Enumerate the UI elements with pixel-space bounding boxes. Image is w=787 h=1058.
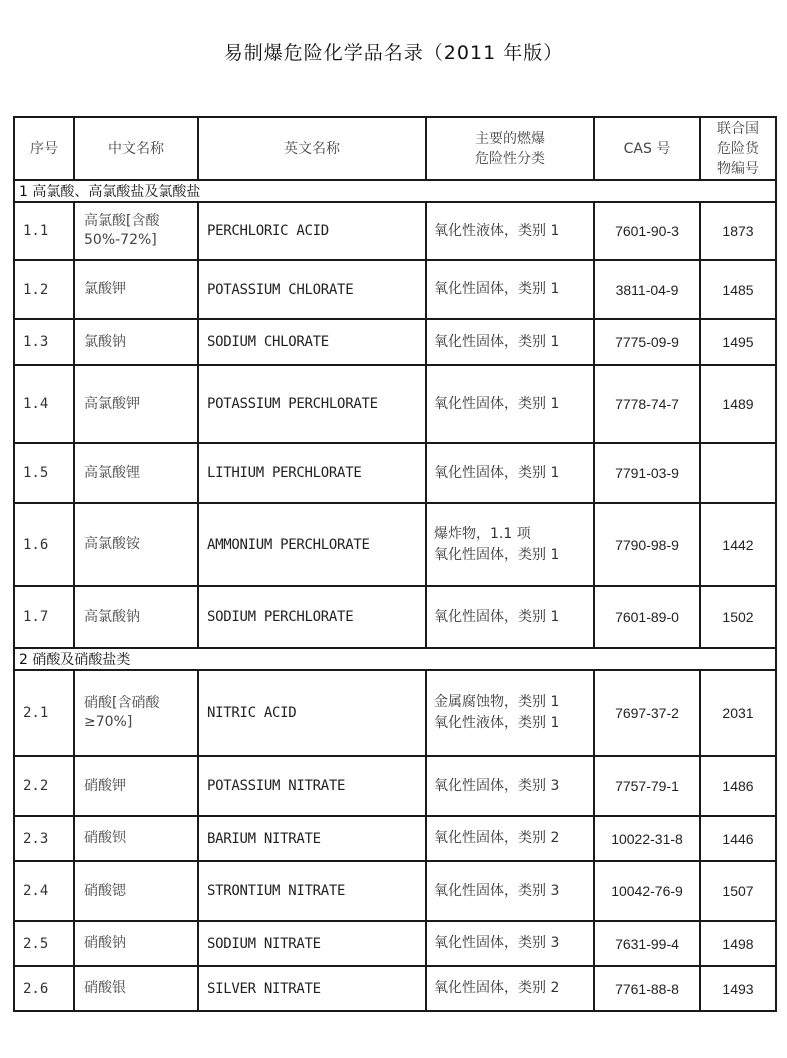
cell-cn: 高氯酸钾 — [74, 365, 198, 443]
table-row — [14, 202, 776, 260]
cell-hazard: 氧化性固体，类别 1 — [426, 319, 594, 365]
cell-seq: 1.7 — [14, 586, 74, 648]
cell-seq: 2.6 — [14, 966, 74, 1011]
cell-en: BARIUM NITRATE — [198, 816, 426, 861]
cell-en: POTASSIUM CHLORATE — [198, 260, 426, 319]
cell-seq: 1.6 — [14, 503, 74, 586]
chemical-table — [13, 116, 777, 1012]
cell-cas: 7697-37-2 — [594, 670, 700, 756]
cell-en: LITHIUM PERCHLORATE — [198, 443, 426, 503]
cell-un: 1493 — [700, 966, 776, 1011]
cell-cn: 硝酸钠 — [74, 921, 198, 966]
header-hazard — [426, 117, 594, 180]
table-row — [14, 921, 776, 966]
cell-hazard: 氧化性固体，类别 1 — [426, 365, 594, 443]
table-row — [14, 365, 776, 443]
cell-en: PERCHLORIC ACID — [198, 202, 426, 260]
cell-un: 1507 — [700, 861, 776, 921]
cell-seq: 1.4 — [14, 365, 74, 443]
cell-hazard: 氧化性固体，类别 2 — [426, 816, 594, 861]
section-title: 2 硝酸及硝酸盐类 — [14, 648, 776, 670]
cell-cn-line1: 高氯酸[含酸 — [84, 213, 160, 229]
cell-en: SILVER NITRATE — [198, 966, 426, 1011]
table-row — [14, 503, 776, 586]
cell-en: AMMONIUM PERCHLORATE — [198, 503, 426, 586]
table-row — [14, 670, 776, 756]
cell-seq: 2.3 — [14, 816, 74, 861]
cell-hazard-line1: 金属腐蚀物，类别 1 — [434, 694, 560, 710]
cell-cn: 高氯酸钠 — [74, 586, 198, 648]
cell-cas: 7601-90-3 — [594, 202, 700, 260]
cell-en: SODIUM CHLORATE — [198, 319, 426, 365]
cell-cn: 硝酸钾 — [74, 756, 198, 816]
cell-hazard: 氧化性固体，类别 1 — [426, 586, 594, 648]
section-title: 1 高氯酸、高氯酸盐及氯酸盐 — [14, 180, 776, 202]
header-un-line3: 物编号 — [717, 160, 759, 177]
header-cn: 中文名称 — [74, 117, 198, 180]
cell-un: 1498 — [700, 921, 776, 966]
cell-hazard: 氧化性固体，类别 3 — [426, 921, 594, 966]
cell-seq: 1.2 — [14, 260, 74, 319]
cell-en: POTASSIUM PERCHLORATE — [198, 365, 426, 443]
table-row — [14, 586, 776, 648]
cell-seq: 1.5 — [14, 443, 74, 503]
cell-cas: 7778-74-7 — [594, 365, 700, 443]
cell-un: 2031 — [700, 670, 776, 756]
cell-en: SODIUM PERCHLORATE — [198, 586, 426, 648]
header-un — [700, 117, 776, 180]
header-hazard-line1: 主要的燃爆 — [475, 130, 545, 147]
table-row — [14, 966, 776, 1011]
cell-en: SODIUM NITRATE — [198, 921, 426, 966]
cell-seq: 2.1 — [14, 670, 74, 756]
header-row — [14, 117, 776, 180]
cell-un: 1486 — [700, 756, 776, 816]
table-row — [14, 319, 776, 365]
cell-cn-line1: 硝酸[含硝酸 — [84, 695, 160, 711]
cell-cas: 10042-76-9 — [594, 861, 700, 921]
cell-cn: 硝酸钡 — [74, 816, 198, 861]
cell-un: 1873 — [700, 202, 776, 260]
section-row — [14, 648, 776, 670]
cell-hazard-line2: 氧化性液体，类别 1 — [434, 715, 560, 731]
cell-cn-line2: 50%-72%] — [84, 232, 157, 248]
cell-cn — [74, 202, 198, 260]
cell-hazard: 氧化性固体，类别 2 — [426, 966, 594, 1011]
cell-un: 1485 — [700, 260, 776, 319]
cell-un: 1442 — [700, 503, 776, 586]
cell-cn: 硝酸锶 — [74, 861, 198, 921]
cell-cn — [74, 670, 198, 756]
table-row — [14, 260, 776, 319]
cell-cas: 3811-04-9 — [594, 260, 700, 319]
cell-hazard: 氧化性固体，类别 1 — [426, 443, 594, 503]
cell-en: STRONTIUM NITRATE — [198, 861, 426, 921]
cell-seq: 2.4 — [14, 861, 74, 921]
cell-cn: 高氯酸铵 — [74, 503, 198, 586]
cell-cas: 7631-99-4 — [594, 921, 700, 966]
cell-seq: 1.3 — [14, 319, 74, 365]
page-title: 易制爆危险化学品名录（2011 年版） — [223, 42, 564, 64]
cell-hazard: 氧化性固体，类别 1 — [426, 260, 594, 319]
header-en: 英文名称 — [198, 117, 426, 180]
section-row — [14, 180, 776, 202]
cell-un: 1502 — [700, 586, 776, 648]
header-seq: 序号 — [14, 117, 74, 180]
header-un-line1: 联合国 — [717, 120, 759, 137]
cell-un: 1495 — [700, 319, 776, 365]
cell-un: 1446 — [700, 816, 776, 861]
cell-cas: 7791-03-9 — [594, 443, 700, 503]
table-row — [14, 756, 776, 816]
cell-seq: 2.5 — [14, 921, 74, 966]
cell-hazard-line2: 氧化性固体，类别 1 — [434, 546, 560, 563]
cell-cas: 7775-09-9 — [594, 319, 700, 365]
cell-seq: 1.1 — [14, 202, 74, 260]
cell-en: NITRIC ACID — [198, 670, 426, 756]
table-row — [14, 443, 776, 503]
cell-hazard — [426, 503, 594, 586]
header-un-line2: 危险货 — [717, 140, 759, 157]
cell-cn: 氯酸钠 — [74, 319, 198, 365]
cell-cas: 7761-88-8 — [594, 966, 700, 1011]
cell-cn-line2: ≥70%] — [84, 714, 133, 730]
cell-cn: 硝酸银 — [74, 966, 198, 1011]
cell-cas: 7757-79-1 — [594, 756, 700, 816]
cell-hazard — [426, 670, 594, 756]
cell-hazard — [426, 202, 594, 260]
table-row — [14, 861, 776, 921]
header-cas: CAS 号 — [594, 117, 700, 180]
header-hazard-line2: 危险性分类 — [475, 150, 545, 167]
cell-hazard-line1: 爆炸物，1.1 项 — [434, 525, 531, 542]
cell-hazard: 氧化性固体，类别 3 — [426, 756, 594, 816]
cell-cas: 7601-89-0 — [594, 586, 700, 648]
cell-un: 1489 — [700, 365, 776, 443]
cell-hazard: 氧化性固体，类别 3 — [426, 861, 594, 921]
table-row — [14, 816, 776, 861]
cell-un — [700, 443, 776, 503]
cell-cn: 氯酸钾 — [74, 260, 198, 319]
cell-hazard-line1: 氧化性液体，类别 1 — [434, 222, 560, 239]
cell-cn: 高氯酸锂 — [74, 443, 198, 503]
cell-seq: 2.2 — [14, 756, 74, 816]
cell-en: POTASSIUM NITRATE — [198, 756, 426, 816]
cell-cas: 7790-98-9 — [594, 503, 700, 586]
cell-cas: 10022-31-8 — [594, 816, 700, 861]
